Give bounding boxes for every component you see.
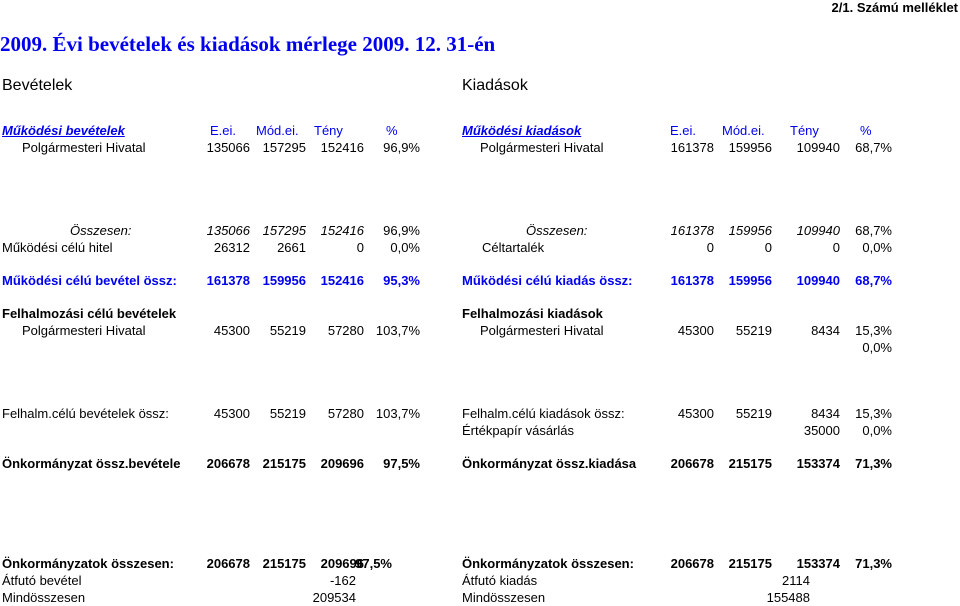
cell-modei: 55219 — [269, 323, 306, 338]
cell-teny: 2114 — [782, 573, 810, 588]
row-label: Mindösszesen — [462, 590, 546, 605]
cell-teny: 109940 — [796, 223, 840, 238]
cell-modei: 209534 — [312, 590, 356, 605]
cell-modei: 159956 — [728, 273, 772, 288]
cell-eei: 161378 — [670, 273, 714, 288]
header-col-modei: Mód.ei. — [256, 123, 299, 138]
header-col-teny: Tény — [790, 123, 819, 138]
cell-pct: 71,3% — [855, 456, 892, 471]
cell-teny: 8434 — [811, 406, 840, 421]
cell-eei: 206678 — [206, 556, 250, 571]
header-operating-revenues: Működési bevételek — [2, 123, 125, 138]
cell-eei: 161378 — [670, 140, 714, 155]
cell-teny: 153374 — [796, 456, 840, 471]
cell-pct: 103,7% — [375, 406, 420, 421]
cell-modei: 2661 — [277, 240, 306, 255]
cell-teny: 152416 — [320, 223, 364, 238]
row-label: Polgármesteri Hivatal — [480, 140, 604, 155]
cell-eei: 135066 — [206, 140, 250, 155]
row-label: Felhalm.célú kiadások össz: — [462, 406, 625, 421]
section-title-expenditures: Kiadások — [462, 77, 528, 94]
section-title-revenues: Bevételek — [2, 77, 73, 94]
cell-modei: 0 — [764, 240, 772, 255]
cell-teny: 209696 — [320, 556, 364, 571]
cell-pct: 0,0% — [390, 240, 420, 255]
cell-teny: 153374 — [796, 556, 840, 571]
page-title: 2009. Évi bevételek és kiadások mérlege 2009. 12. 31-én — [0, 32, 496, 56]
cell-pct: 97,5% — [383, 456, 420, 471]
cell-modei: 157295 — [262, 223, 306, 238]
row-label: Felhalmozási kiadások — [462, 306, 603, 321]
cell-modei: 159956 — [262, 273, 306, 288]
header-col-eei: E.ei. — [210, 123, 237, 138]
cell-modei: 55219 — [735, 406, 772, 421]
cell-teny: 152416 — [320, 273, 364, 288]
row-label: Céltartalék — [482, 240, 545, 255]
cell-pct: 0,0% — [862, 240, 892, 255]
row-label: Működési célú hitel — [2, 240, 113, 255]
cell-eei: 26312 — [213, 240, 250, 255]
row-label: Önkormányzatok összesen: — [2, 556, 174, 571]
cell-teny: 0 — [356, 240, 364, 255]
row-label: Önkormányzat össz.bevétele — [2, 456, 181, 471]
cell-pct: 0,0% — [862, 423, 892, 438]
header-col-teny: Tény — [314, 123, 343, 138]
row-label: Polgármesteri Hivatal — [480, 323, 604, 338]
cell-modei: 159956 — [728, 140, 772, 155]
row-label: Összesen: — [70, 223, 132, 238]
header-operating-expenditures: Működési kiadások — [462, 123, 582, 138]
header-col-eei: E.ei. — [670, 123, 697, 138]
cell-teny: 109940 — [796, 273, 840, 288]
cell-modei: 215175 — [262, 456, 306, 471]
row-label: Átfutó bevétel — [2, 573, 82, 588]
cell-pct: 96,9% — [383, 140, 420, 155]
cell-pct: 103,7% — [375, 323, 420, 338]
cell-eei: 206678 — [670, 556, 714, 571]
cell-teny: 35000 — [803, 423, 840, 438]
cell-eei: 45300 — [677, 406, 714, 421]
cell-eei: 161378 — [670, 223, 714, 238]
cell-teny: 152416 — [320, 140, 364, 155]
cell-pct: 15,3% — [855, 323, 892, 338]
cell-pct: 71,3% — [855, 556, 892, 571]
cell-teny: 0 — [832, 240, 840, 255]
cell-eei: 0 — [706, 240, 714, 255]
cell-teny: 57280 — [327, 323, 364, 338]
annex-label: 2/1. Számú melléklet — [831, 0, 958, 15]
row-label: Önkormányzatok összesen: — [462, 556, 634, 571]
row-label: Működési célú bevétel össz: — [2, 273, 177, 288]
row-label: Polgármesteri Hivatal — [22, 323, 146, 338]
row-label: Mindösszesen — [2, 590, 86, 605]
cell-pct: 97,5% — [355, 556, 392, 571]
cell-modei: 215175 — [262, 556, 306, 571]
header-col-pct: % — [386, 123, 398, 138]
row-label: Felhalm.célú bevételek össz: — [2, 406, 169, 421]
cell-teny: 8434 — [811, 323, 840, 338]
cell-pct: 68,7% — [855, 140, 892, 155]
cell-pct: 96,9% — [383, 223, 420, 238]
cell-teny: 209696 — [320, 456, 364, 471]
cell-modei: 159956 — [728, 223, 772, 238]
cell-eei: 135066 — [206, 223, 250, 238]
row-label: Értékpapír vásárlás — [462, 423, 574, 438]
row-label: Összesen: — [526, 223, 588, 238]
cell-modei: 215175 — [728, 456, 772, 471]
cell-modei: -162 — [329, 573, 356, 588]
cell-eei: 206678 — [206, 456, 250, 471]
cell-pct: 0,0% — [862, 340, 892, 355]
cell-pct: 15,3% — [855, 406, 892, 421]
cell-teny: 57280 — [327, 406, 364, 421]
cell-modei: 55219 — [269, 406, 306, 421]
cell-modei: 55219 — [735, 323, 772, 338]
cell-eei: 45300 — [213, 323, 250, 338]
cell-eei: 161378 — [206, 273, 250, 288]
header-col-pct: % — [860, 123, 872, 138]
cell-teny: 155488 — [766, 590, 810, 605]
cell-eei: 45300 — [677, 323, 714, 338]
cell-eei: 206678 — [670, 456, 714, 471]
cell-eei: 45300 — [213, 406, 250, 421]
row-label: Polgármesteri Hivatal — [22, 140, 146, 155]
row-label: Felhalmozási célú bevételek — [2, 306, 177, 321]
row-label: Átfutó kiadás — [462, 573, 538, 588]
cell-pct: 95,3% — [383, 273, 420, 288]
cell-pct: 68,7% — [855, 223, 892, 238]
cell-modei: 215175 — [728, 556, 772, 571]
row-label: Működési célú kiadás össz: — [462, 273, 633, 288]
cell-teny: 109940 — [796, 140, 840, 155]
header-col-modei: Mód.ei. — [722, 123, 765, 138]
row-label: Önkormányzat össz.kiadása — [462, 456, 637, 471]
cell-pct: 68,7% — [855, 273, 892, 288]
cell-modei: 157295 — [262, 140, 306, 155]
